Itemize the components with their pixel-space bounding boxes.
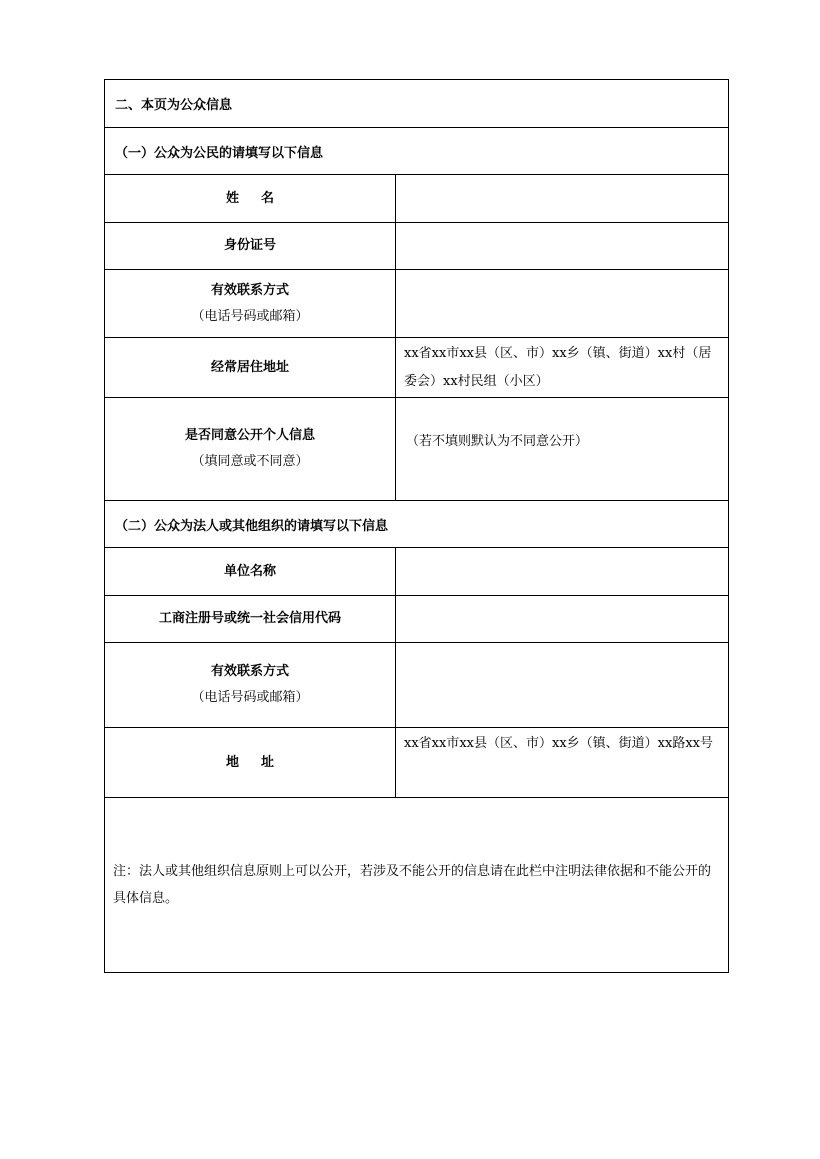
citizen-contact-row [105, 270, 729, 338]
org-address-row [105, 728, 729, 798]
citizen-address-label-cell [105, 338, 396, 398]
citizen-id-field[interactable] [396, 223, 729, 270]
citizen-id-label-cell [105, 223, 396, 270]
organization-header-row [105, 501, 729, 548]
citizen-contact-field[interactable] [396, 270, 729, 338]
org-contact-sublabel: （电话号码或邮箱） [191, 690, 309, 705]
org-name-label-cell [105, 548, 396, 596]
note-text[interactable]: 注：法人或其他组织信息原则上可以公开，若涉及不能公开的信息请在此栏中注明法律依据和不能公开的具体信息。 [105, 798, 729, 973]
citizen-name-label-cell [105, 175, 396, 223]
citizen-contact-label: 有效联系方式 [210, 282, 289, 298]
citizen-consent-field[interactable]: （若不填则默认为不同意公开） [396, 398, 729, 501]
citizen-contact-sublabel: （电话号码或邮箱） [191, 308, 309, 324]
org-address-label-cell [105, 728, 396, 798]
citizen-consent-sublabel: （填同意或不同意） [191, 454, 309, 469]
org-name-field[interactable] [396, 548, 729, 596]
citizen-consent-row [105, 398, 729, 501]
public-info-form [104, 79, 729, 973]
org-contact-field[interactable] [396, 643, 729, 728]
org-reg-code-label: 工商注册号或统一社会信用代码 [158, 611, 341, 626]
citizen-consent-label-cell [105, 398, 396, 501]
public-info-section-title: 二、本页为公众信息 [105, 80, 729, 128]
organization-section-title: （二）公众为法人或其他组织的请填写以下信息 [105, 501, 729, 548]
org-reg-code-label-cell [105, 596, 396, 643]
citizen-address-label: 经常居住地址 [210, 359, 289, 375]
org-contact-row [105, 643, 729, 728]
org-reg-code-row [105, 596, 729, 643]
citizen-id-label: 身份证号 [223, 238, 276, 253]
org-contact-label-cell [105, 643, 396, 728]
citizen-name-label: 姓名 [225, 190, 296, 206]
citizen-name-row [105, 175, 729, 223]
org-address-label: 地址 [225, 754, 296, 770]
org-name-label: 单位名称 [223, 563, 276, 579]
org-name-row [105, 548, 729, 596]
org-address-field[interactable]: xx省xx市xx县（区、市）xx乡（镇、街道）xx路xx号 [396, 728, 729, 798]
citizen-id-row [105, 223, 729, 270]
citizen-consent-label: 是否同意公开个人信息 [184, 428, 315, 443]
org-reg-code-field[interactable] [396, 596, 729, 643]
note-row [105, 798, 729, 973]
section-header-row [105, 80, 729, 128]
citizen-address-row [105, 338, 729, 398]
citizen-header-row [105, 128, 729, 175]
citizen-address-field[interactable]: xx省xx市xx县（区、市）xx乡（镇、街道）xx村（居委会）xx村民组（小区） [396, 338, 729, 398]
citizen-name-field[interactable] [396, 175, 729, 223]
org-contact-label: 有效联系方式 [210, 664, 289, 679]
citizen-section-title: （一）公众为公民的请填写以下信息 [105, 128, 729, 175]
citizen-contact-label-cell [105, 270, 396, 338]
